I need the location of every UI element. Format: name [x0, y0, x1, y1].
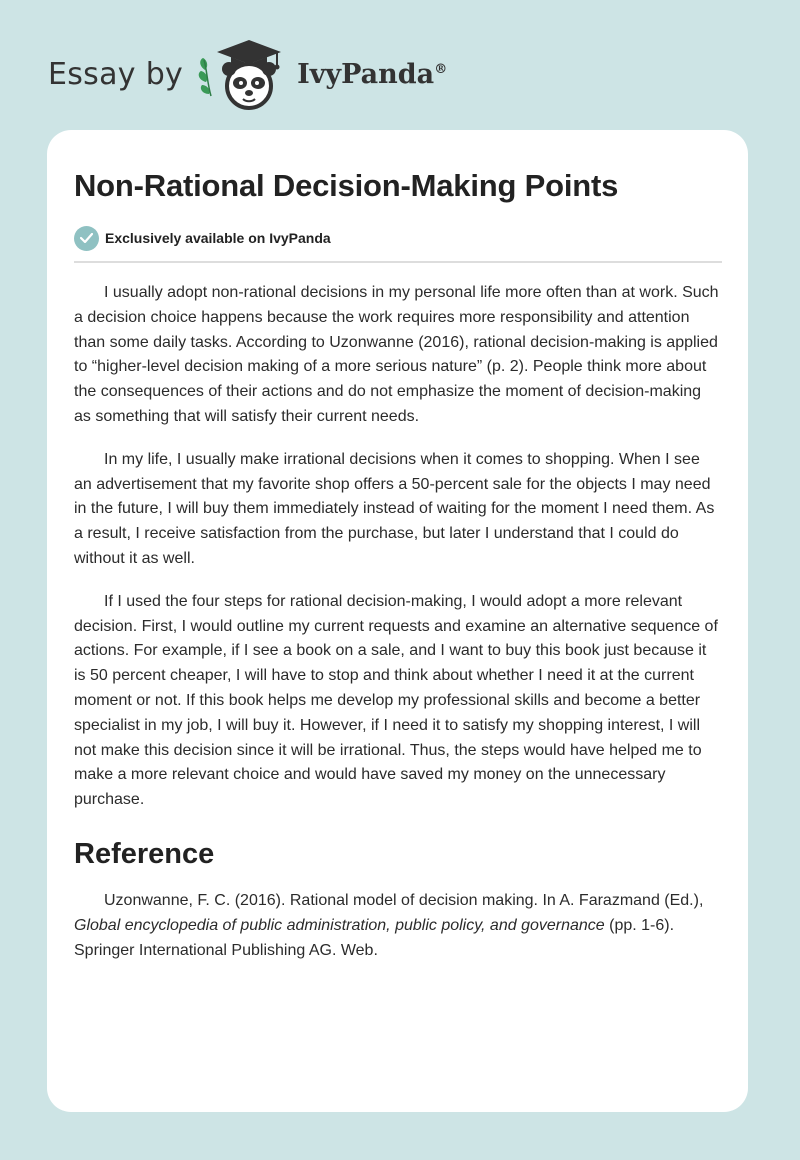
exclusive-label: Exclusively available on IvyPanda	[105, 230, 331, 246]
article-card	[47, 130, 748, 1112]
reference-heading: Reference	[74, 837, 215, 870]
ivy-leaf-icon	[199, 58, 211, 96]
reference-entry: Uzonwanne, F. C. (2016). Rational model of decision making. In A. Farazmand (Ed.), Global encyclopedia of public administration, public policy, and governance (pp. 1-6). Springer International Publishing AG. Web.	[74, 891, 704, 959]
paragraph-3: If I used the four steps for rational decision-making, I would adopt a more relevant decision. First, I would outline my current requests and examine an alternative sequence of actions. For example, if I see a book on a sale, and I want to buy this book just because it is 50 percent cheaper, I will have to stop and think about whether I need it at the current moment or not. If this book helps me develop my professional skills and become a better specialist in my job, I will buy it. However, if I need it to satisfy my shopping interest, I will not make this decision since it will be irrational. Thus, the steps would have helped me to make a more relevant choice and would have saved my money on the unnecessary purchase.	[74, 592, 718, 809]
site-header	[48, 34, 548, 114]
essay-by-label: Essay by	[48, 56, 184, 92]
divider	[74, 261, 722, 263]
reference-book-title: Global encyclopedia of public administration, public policy, and governance	[74, 916, 605, 934]
paragraph-2: In my life, I usually make irrational decisions when it comes to shopping. When I see an advertisement that my favorite shop offers a 50-percent sale for the objects I may need in the future, I will buy them immediately instead of waiting for the moment I need them. As a result, I receive satisfaction from the purchase, but later I understand that I could do without it as well.	[74, 450, 715, 567]
brand-name[interactable]: IvyPanda®	[297, 58, 448, 90]
checkmark-icon	[74, 226, 99, 251]
exclusive-badge	[74, 225, 722, 251]
page-title: Non-Rational Decision-Making Points	[74, 168, 619, 203]
paragraph-1: I usually adopt non-rational decisions in my personal life more often than at work. Such a decision choice happens because the work requires more responsibility and attention than some daily tasks. According to Uzonwanne (2016), rational decision-making is applied to “higher-level decision making of a more serious nature” (p. 2). People think more about the consequences of their actions and do not emphasize the moment of decision-making as something that will satisfy their current needs.	[74, 284, 719, 425]
article-body	[74, 281, 722, 963]
panda-logo-icon[interactable]	[197, 36, 293, 112]
